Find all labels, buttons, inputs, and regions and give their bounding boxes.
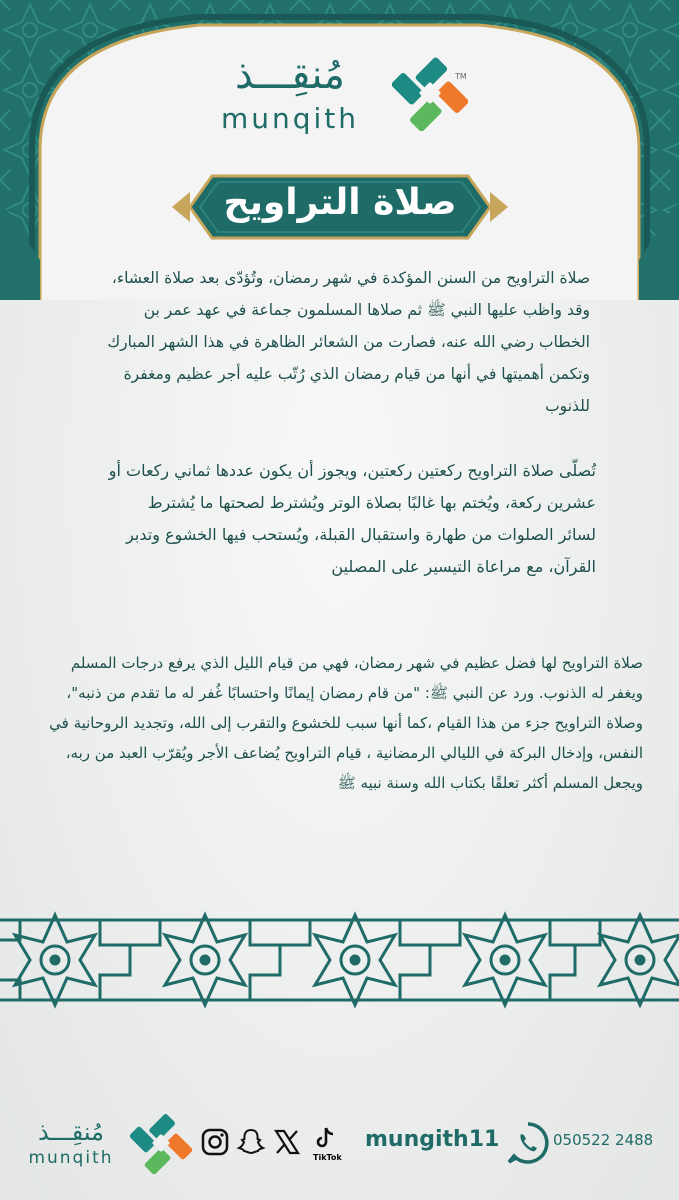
instagram-icon[interactable] [200, 1127, 230, 1157]
brand-name-arabic: مُنقِـــذ [235, 52, 345, 98]
whatsapp-icon[interactable] [505, 1120, 551, 1166]
paragraph-intro: صلاة التراويح من السنن المؤكدة في شهر رمضان، وتُؤدّى بعد صلاة العشاء، وقد واظب عليها النبي ﷺ ثم صلاها المسلمون جماعة في عهد عمر بن الخطاب رضي الله عنه، فصارت من الشعائر الظاهرة في هذا الشهر المبارك وتكمن أهميتها في أنها من قيام رمضان الذي رُتّب عليه أجر عظيم ومغفرة للذنوب [107, 269, 590, 415]
phone-number[interactable]: 050522 2488 [553, 1131, 654, 1149]
tiktok-label: TikTok [313, 1153, 342, 1162]
logo-mark-icon [392, 55, 468, 131]
snapchat-icon[interactable] [236, 1127, 266, 1157]
paragraph-method: تُصلّى صلاة التراويح ركعتين ركعتين، ويجوز أن يكون عددها ثماني ركعات أو عشرين ركعة، ويُختم بها غالبًا بصلاة الوتر ويُشترط لصحتها ما يُشترط لسائر الصلوات من طهارة واستقبال القبلة، ويُستحب فيها الخشوع وتدبر القرآن، مع مراعاة التيسير على المصلين [108, 461, 596, 576]
footer-logo-icon [130, 1112, 192, 1174]
ornament-band [0, 905, 679, 1015]
brand-name-english: munqith [220, 102, 360, 135]
footer-brand-arabic: مُنقِـــذ [38, 1118, 104, 1146]
footer-brand-english: munqith [28, 1148, 114, 1168]
social-handle[interactable]: mungith11 [365, 1127, 500, 1152]
x-icon[interactable] [272, 1127, 302, 1157]
header-pattern [0, 0, 679, 300]
page-title: صلاة التراويح [223, 182, 457, 223]
tiktok-icon[interactable] [312, 1125, 338, 1151]
trademark-mark: TM [455, 72, 467, 81]
paragraph-virtue: صلاة التراويح لها فضل عظيم في شهر رمضان، فهي من قيام الليل الذي يرفع درجات المسلم ويغفر له الذنوب. ورد عن النبي ﷺ: "من قام رمضان إيمانًا واحتسابًا غُفر له ما تقدم من ذنبه"، وصلاة التراويح جزء من هذا القيام ،كما أنها سبب للخشوع والتقرب إلى الله، وتجديد الروحانية في النفس، وإدخال البركة في الليالي الرمضانية ، قيام التراويح يُضاعف الأجر ويُقرّب العبد من ربه، ويجعل المسلم أكثر تعلقًا بكتاب الله وسنة نبيه ﷺ [49, 654, 643, 792]
